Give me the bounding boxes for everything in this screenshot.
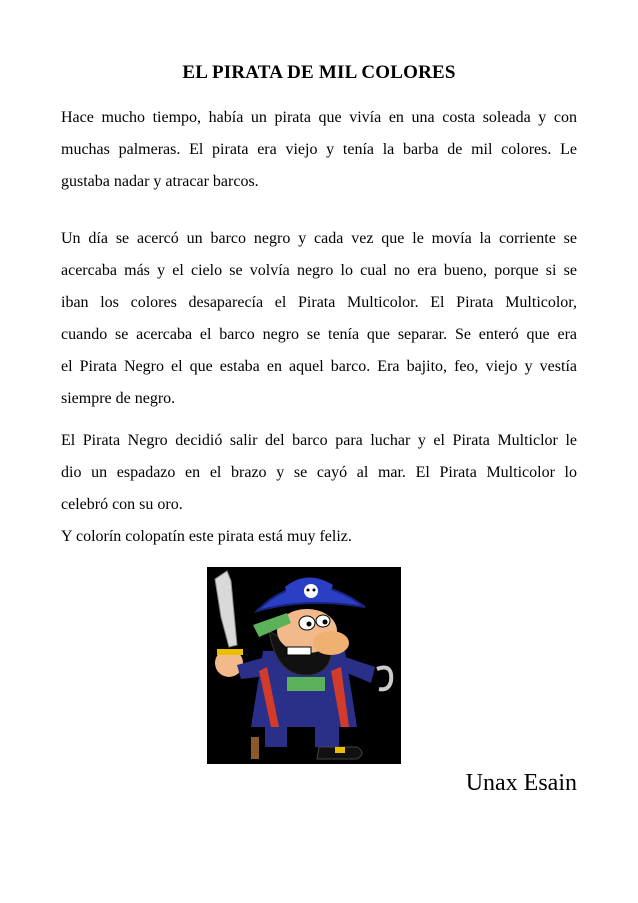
paragraph-line: acercaba más y el cielo se volvía negro lo cual no era bueno, porque si se	[61, 262, 577, 279]
paragraph-line: iban los colores desaparecía el Pirata Multicolor. El Pirata Multicolor,	[61, 294, 577, 311]
pirate-illustration	[207, 567, 401, 764]
author-name: Unax Esain	[465, 770, 577, 796]
pirate-icon	[207, 567, 401, 764]
paragraph-line: siempre de negro.	[61, 390, 176, 407]
paragraph-3	[61, 425, 577, 553]
paragraph-line: Un día se acercó un barco negro y cada vez que le movía la corriente se	[61, 230, 577, 247]
paragraph-2	[61, 223, 577, 415]
paragraph-line: El Pirata Negro decidió salir del barco para luchar y el Pirata Multiclor le	[61, 432, 577, 449]
paragraph-line: Y colorín colopatín este pirata está muy feliz.	[61, 528, 352, 545]
paragraph-line: cuando se acercaba el barco negro se tenía que separar. Se enteró que era	[61, 326, 577, 343]
paragraph-line: celebró con su oro.	[61, 496, 183, 513]
paragraph-line: el Pirata Negro el que estaba en aquel barco. Era bajito, feo, viejo y vestía	[61, 358, 577, 375]
paragraph-line: gustaba nadar y atracar barcos.	[61, 173, 259, 190]
paragraph-line: muchas palmeras. El pirata era viejo y tenía la barba de mil colores. Le	[61, 141, 577, 158]
paragraph-line: Hace mucho tiempo, había un pirata que vivía en una costa soleada y con	[61, 109, 577, 126]
paragraph-line: dio un espadazo en el brazo y se cayó al mar. El Pirata Multicolor lo	[61, 464, 577, 481]
paragraph-1	[61, 102, 577, 198]
document-title: EL PIRATA DE MIL COLORES	[182, 62, 456, 83]
